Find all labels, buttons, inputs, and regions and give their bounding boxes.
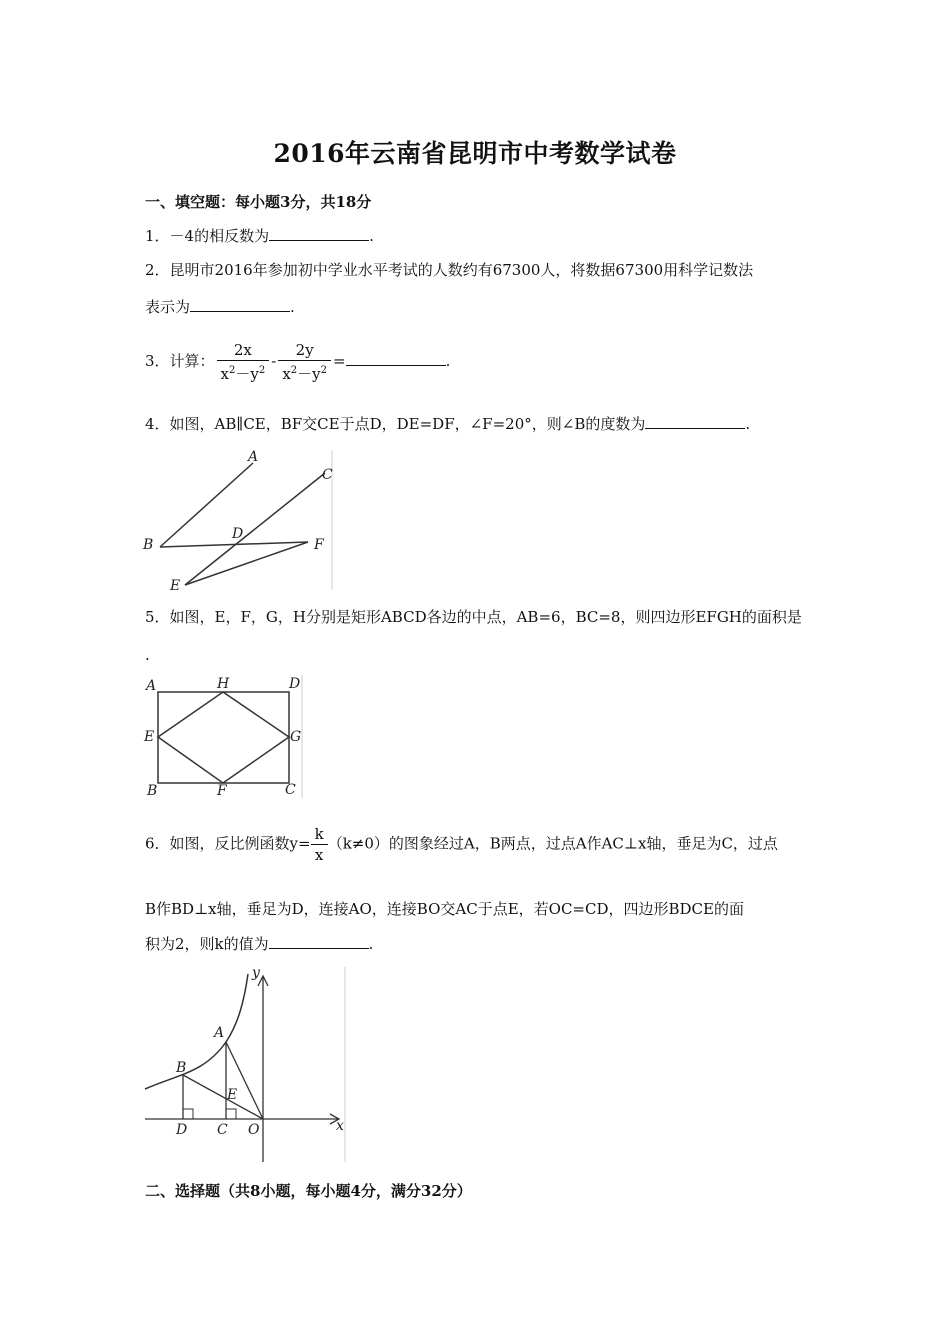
question-6-line-1 xyxy=(145,824,778,865)
question-2-end: . xyxy=(290,298,295,316)
label-a: A xyxy=(248,449,259,465)
fraction-1 xyxy=(217,340,270,384)
label-b: B xyxy=(143,537,154,553)
den2-y: －y xyxy=(297,365,321,383)
label-c: C xyxy=(322,467,333,483)
fraction-2 xyxy=(278,340,331,384)
den2-x: x xyxy=(282,365,291,383)
question-3-end: . xyxy=(445,352,451,370)
question-4-text: 4．如图，AB∥CE，BF交CE于点D，DE=DF，∠F=20°，则∠B的度数为 xyxy=(145,415,646,433)
question-1-text: 1．－4的相反数为 xyxy=(145,227,270,245)
question-1-end: . xyxy=(369,227,374,245)
label-h: H xyxy=(217,676,230,692)
question-5-line-2: . xyxy=(145,646,150,664)
label-a: A xyxy=(146,678,157,694)
denominator-1 xyxy=(217,360,270,384)
fraction-k-over-x xyxy=(311,824,328,865)
quadrilateral-efgh xyxy=(158,692,289,783)
den1-x: x xyxy=(220,365,230,383)
label-d: D xyxy=(176,1122,188,1138)
segment-ef xyxy=(185,542,308,585)
label-y: y xyxy=(252,965,260,981)
question-6-text-cont: （k≠0）的图象经过A，B两点，过点A作AC⊥x轴，垂足为C，过点 xyxy=(327,834,778,853)
question-4 xyxy=(145,414,750,434)
label-f: F xyxy=(217,783,227,799)
figure-6-diagram xyxy=(140,962,350,1167)
label-f: F xyxy=(314,537,324,553)
answer-blank[interactable] xyxy=(269,226,369,241)
den1-y: －y xyxy=(235,365,259,383)
numerator-2: 2y xyxy=(295,341,314,359)
label-c: C xyxy=(285,782,296,798)
section-heading-multiple-choice: 二、选择题（共8小题，每小题4分，满分32分） xyxy=(145,1182,472,1200)
figure-5-diagram xyxy=(140,670,310,800)
answer-blank[interactable] xyxy=(645,414,745,429)
numerator-1: 2x xyxy=(233,341,252,359)
label-e: E xyxy=(170,578,181,593)
denominator-x: x xyxy=(311,844,328,865)
question-6-end: . xyxy=(368,935,374,953)
question-2-text: 表示为 xyxy=(145,298,191,316)
den2-exp-b: 2 xyxy=(320,365,328,376)
hyperbola-curve xyxy=(145,974,248,1089)
label-g: G xyxy=(290,729,302,745)
denominator-2 xyxy=(278,360,331,384)
segment-bo xyxy=(183,1075,263,1119)
label-e: E xyxy=(227,1087,238,1103)
equals-sign: = xyxy=(333,352,346,370)
right-angle-mark-d xyxy=(183,1109,193,1119)
rectangle-abcd xyxy=(158,692,289,783)
label-x: x xyxy=(336,1118,344,1134)
label-a: A xyxy=(214,1025,225,1041)
figure-4-diagram xyxy=(140,445,340,593)
label-b: B xyxy=(147,783,158,799)
question-3 xyxy=(145,340,450,384)
question-6-line-2: B作BD⊥x轴，垂足为D，连接AO，连接BO交AC于点E，若OC=CD，四边形BDCE的面 xyxy=(145,900,744,918)
question-6-text-3: 积为2，则k的值为 xyxy=(145,935,269,953)
question-2-line-1: 2．昆明市2016年参加初中学业水平考试的人数约有67300人，将数据67300用科学记数法 xyxy=(145,261,754,279)
label-d: D xyxy=(289,676,301,692)
label-o: O xyxy=(248,1122,260,1138)
label-b: B xyxy=(176,1060,187,1076)
answer-blank[interactable] xyxy=(190,297,290,312)
den2-exp-a: 2 xyxy=(290,365,298,376)
question-5-line-1: 5．如图，E，F，G，H分别是矩形ABCD各边的中点，AB=6，BC=8，则四边形EFGH的面积是 xyxy=(145,608,802,626)
question-2-line-2 xyxy=(145,297,295,317)
segment-ec xyxy=(185,473,325,585)
answer-blank[interactable] xyxy=(269,934,369,949)
numerator-k: k xyxy=(314,825,324,843)
question-6-line-3 xyxy=(145,934,373,954)
page-title: 2016年云南省昆明市中考数学试卷 xyxy=(273,139,677,168)
answer-blank[interactable] xyxy=(346,351,446,366)
den1-exp-a: 2 xyxy=(229,365,236,376)
question-1 xyxy=(145,226,374,246)
question-3-label: 3．计算： xyxy=(145,352,215,370)
label-c: C xyxy=(217,1122,228,1138)
question-4-end: . xyxy=(745,415,751,433)
label-e: E xyxy=(144,729,155,745)
minus-sign: - xyxy=(271,352,277,370)
den1-exp-b: 2 xyxy=(258,365,266,376)
label-d: D xyxy=(232,526,244,542)
question-6-text: 6．如图，反比例函数y= xyxy=(145,834,311,853)
section-heading-fill-blank: 一、填空题：每小题3分，共18分 xyxy=(145,193,372,211)
right-angle-mark-c xyxy=(226,1109,236,1119)
segment-ao xyxy=(226,1042,263,1119)
